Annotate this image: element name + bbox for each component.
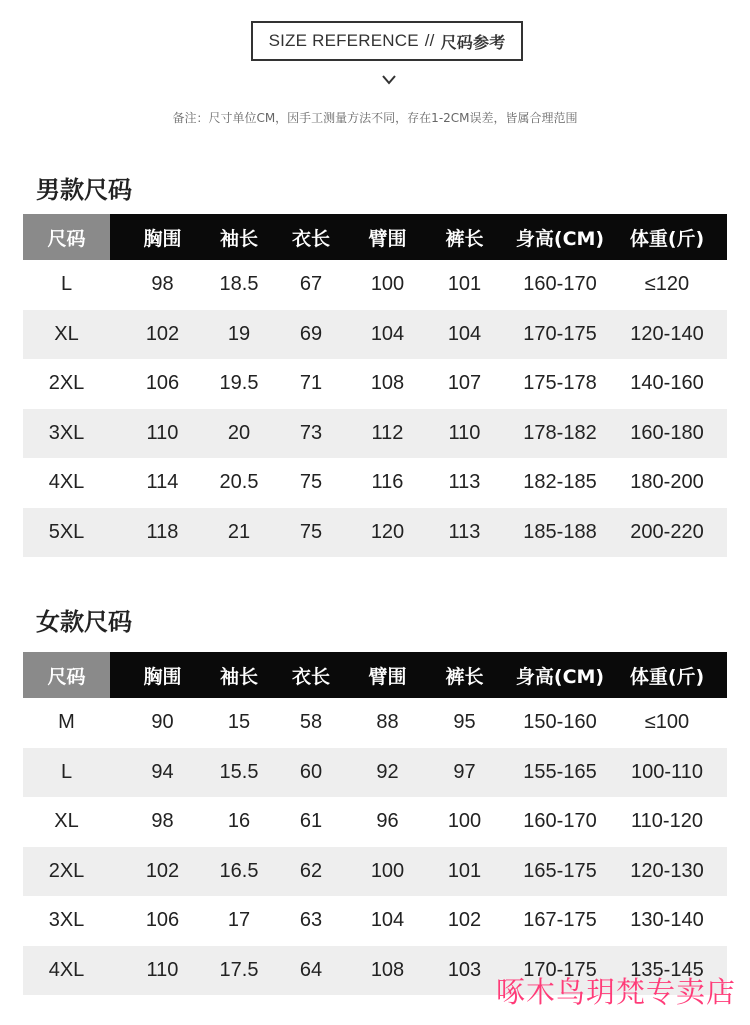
table-cell: 108	[370, 372, 405, 395]
table-row	[23, 797, 727, 847]
table-row	[23, 748, 727, 798]
column-header: 胸围	[110, 652, 215, 698]
table-cell: 180-200	[630, 471, 704, 494]
table-cell: 112	[359, 409, 416, 459]
column-header: 身高(CM)	[513, 214, 607, 260]
table-cell: 67	[299, 273, 323, 296]
men-size-title: 男款尺码	[36, 176, 132, 204]
table-cell: 61	[299, 810, 323, 833]
size-reference-cn: 尺码参考	[440, 32, 506, 52]
men-header-row	[23, 214, 727, 260]
table-cell: 94	[110, 748, 215, 798]
size-reference-separator: //	[424, 31, 435, 50]
table-cell: 167-175	[523, 909, 597, 932]
table-cell: 170-175	[513, 310, 607, 360]
table-row	[23, 260, 727, 310]
column-header: 尺码	[23, 214, 110, 260]
table-row	[23, 359, 727, 409]
table-cell: 178-182	[513, 409, 607, 459]
table-cell: 17.5	[215, 946, 263, 996]
table-cell: 98	[151, 273, 174, 296]
table-cell: 160-170	[523, 810, 597, 833]
table-cell: 114	[146, 471, 179, 494]
table-cell: M	[58, 711, 75, 734]
table-cell: 185-188	[513, 508, 607, 558]
column-header: 尺码	[23, 652, 110, 698]
column-header: 裤长	[416, 214, 513, 260]
table-cell: 102	[447, 909, 482, 932]
table-cell: ≤120	[644, 273, 690, 296]
women-size-title: 女款尺码	[36, 608, 132, 636]
table-cell: 97	[416, 748, 513, 798]
table-cell: 19	[215, 310, 263, 360]
table-cell: 113	[416, 508, 513, 558]
table-cell: 200-220	[607, 508, 727, 558]
table-cell: 100	[447, 810, 482, 833]
table-row	[23, 458, 727, 508]
column-header: 衣长	[263, 214, 359, 260]
table-cell: 60	[263, 748, 359, 798]
table-cell: 118	[110, 508, 215, 558]
table-cell: 110	[416, 409, 513, 459]
table-row	[23, 508, 727, 558]
table-cell: 104	[370, 909, 405, 932]
table-cell: 100	[359, 847, 416, 897]
table-cell: 95	[453, 711, 476, 734]
table-cell: 107	[447, 372, 482, 395]
table-cell: 103	[416, 946, 513, 996]
table-cell: 16.5	[215, 847, 263, 897]
table-cell: 90	[151, 711, 174, 734]
table-cell: 18.5	[219, 273, 259, 296]
table-cell: 75	[299, 471, 323, 494]
table-cell: 100	[370, 273, 405, 296]
column-header: 臂围	[359, 652, 416, 698]
table-cell: 160-180	[607, 409, 727, 459]
table-cell: ≤100	[644, 711, 690, 734]
table-cell: 75	[263, 508, 359, 558]
table-cell: 104	[416, 310, 513, 360]
table-cell: 101	[447, 273, 482, 296]
men-size-table	[23, 214, 727, 557]
table-cell: 73	[263, 409, 359, 459]
table-cell: 98	[151, 810, 174, 833]
table-cell: 88	[376, 711, 399, 734]
table-cell: 140-160	[630, 372, 704, 395]
table-cell: 150-160	[523, 711, 597, 734]
table-cell: 58	[299, 711, 323, 734]
table-cell: 3XL	[48, 909, 85, 932]
size-reference-en: SIZE REFERENCE	[268, 31, 419, 50]
women-table-body	[23, 698, 727, 995]
table-cell: 2XL	[48, 372, 85, 395]
table-row	[23, 310, 727, 360]
table-cell: 20	[215, 409, 263, 459]
column-header: 裤长	[416, 652, 513, 698]
table-cell: 101	[416, 847, 513, 897]
table-cell: 19.5	[219, 372, 259, 395]
table-cell: 5XL	[23, 508, 110, 558]
column-header: 体重(斤)	[607, 652, 727, 698]
column-header: 胸围	[110, 214, 215, 260]
table-row	[23, 847, 727, 897]
table-cell: 20.5	[219, 471, 259, 494]
table-cell: 102	[110, 847, 215, 897]
table-cell: 69	[263, 310, 359, 360]
table-cell: 3XL	[23, 409, 110, 459]
column-header: 身高(CM)	[513, 652, 607, 698]
table-cell: 100-110	[607, 748, 727, 798]
table-cell: 170-175	[513, 946, 607, 996]
table-cell: 106	[145, 909, 180, 932]
column-header: 袖长	[215, 652, 263, 698]
table-cell: 15.5	[215, 748, 263, 798]
table-cell: 116	[371, 471, 404, 494]
table-cell: 92	[359, 748, 416, 798]
table-cell: 4XL	[23, 946, 110, 996]
table-cell: 110	[110, 946, 215, 996]
table-cell: 165-175	[513, 847, 607, 897]
table-cell: 2XL	[23, 847, 110, 897]
column-header: 体重(斤)	[607, 214, 727, 260]
table-cell: 182-185	[523, 471, 597, 494]
table-cell: 120-130	[607, 847, 727, 897]
table-cell: 110	[110, 409, 215, 459]
table-cell: 96	[376, 810, 399, 833]
chevron-down-icon	[381, 74, 397, 86]
column-header: 袖长	[215, 214, 263, 260]
table-cell: 62	[263, 847, 359, 897]
table-cell: 135-145	[607, 946, 727, 996]
table-row	[23, 698, 727, 748]
table-row	[23, 409, 727, 459]
table-cell: 175-178	[523, 372, 597, 395]
column-header: 衣长	[263, 652, 359, 698]
women-size-table	[23, 652, 727, 995]
table-cell: XL	[23, 310, 110, 360]
women-header-row	[23, 652, 727, 698]
table-cell: L	[23, 748, 110, 798]
table-cell: 130-140	[630, 909, 704, 932]
table-cell: 120-140	[607, 310, 727, 360]
table-cell: 104	[359, 310, 416, 360]
table-cell: 113	[448, 471, 481, 494]
size-reference-banner	[251, 21, 523, 61]
column-header: 臂围	[359, 214, 416, 260]
table-cell: 21	[215, 508, 263, 558]
table-cell: 120	[359, 508, 416, 558]
table-cell: 15	[227, 711, 251, 734]
table-cell: 102	[110, 310, 215, 360]
table-row	[23, 896, 727, 946]
table-cell: 16	[227, 810, 251, 833]
measurement-note: 备注：尺寸单位CM，因手工测量方法不同，存在1-2CM误差，皆属合理范围	[172, 111, 578, 125]
table-cell: 106	[145, 372, 180, 395]
table-cell: 160-170	[523, 273, 597, 296]
table-cell: 64	[263, 946, 359, 996]
table-cell: XL	[54, 810, 79, 833]
table-cell: 71	[299, 372, 323, 395]
table-cell: 108	[359, 946, 416, 996]
table-cell: 155-165	[513, 748, 607, 798]
table-cell: 17	[227, 909, 251, 932]
table-cell: 63	[299, 909, 323, 932]
store-watermark: 啄木鸟玥梵专卖店	[495, 975, 736, 1009]
table-cell: 110-120	[631, 810, 703, 833]
table-cell: L	[60, 273, 73, 296]
men-table-body	[23, 260, 727, 557]
table-cell: 4XL	[48, 471, 85, 494]
